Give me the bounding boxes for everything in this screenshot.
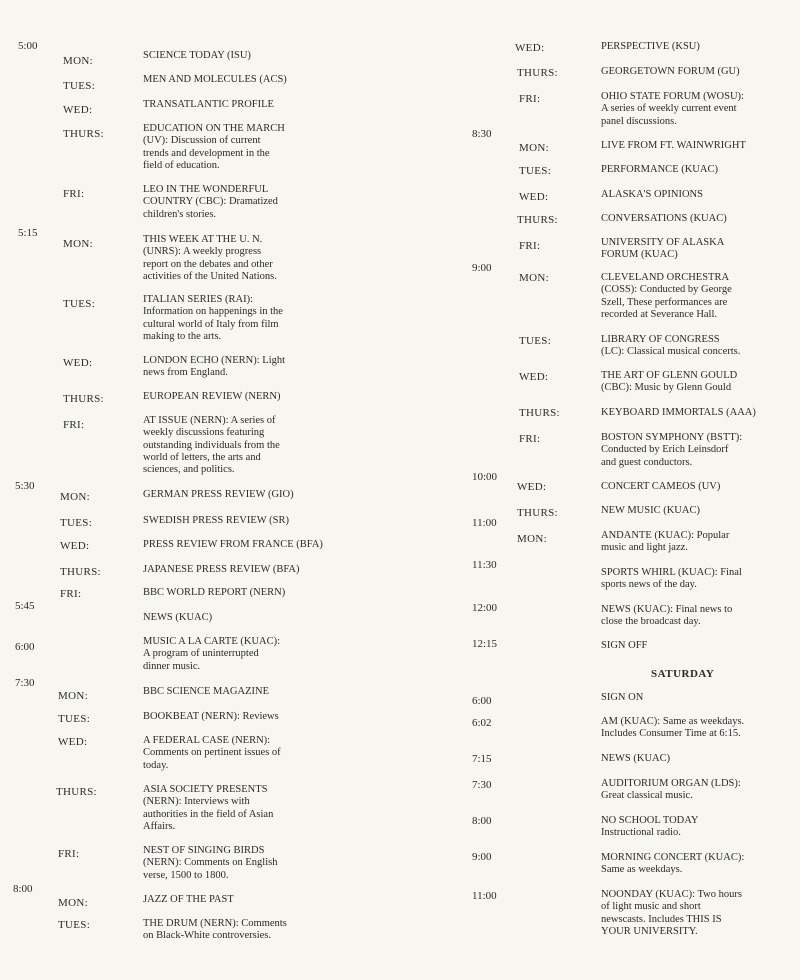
program-entry: MUSIC A LA CARTE (KUAC): A program of uninterrupted dinner music. [143,636,281,672]
time-label: 11:30 [472,559,497,571]
time-label: 6:02 [472,717,492,729]
time-label: 12:15 [472,638,498,650]
day-label: WED: [60,540,90,552]
time-label: 7:30 [15,677,35,689]
program-entry: NEWS (KUAC) [143,612,213,623]
day-label: TUES: [519,165,552,177]
time-label: 10:00 [472,471,498,483]
program-entry: BOSTON SYMPHONY (BSTT): Conducted by Erich Leinsdorf and guest conductors. [601,432,743,468]
time-label: 9:00 [472,262,492,274]
program-entry: THE DRUM (NERN): Comments on Black-White controversies. [143,918,287,942]
program-entry: BBC SCIENCE MAGAZINE [143,686,270,697]
program-entry: NEST OF SINGING BIRDS (NERN): Comments on English verse, 1500 to 1800. [143,845,278,881]
day-label: WED: [63,357,93,369]
day-label: MON: [58,690,88,702]
day-label: FRI: [63,188,85,200]
time-label: 5:00 [18,40,38,52]
program-entry: AM (KUAC): Same as weekdays. Includes Consumer Time at 6:15. [601,716,745,740]
program-entry: SIGN OFF [601,640,648,651]
day-label: THURS: [56,786,97,798]
day-label: MON: [60,491,90,503]
day-label: FRI: [60,588,82,600]
program-entry: NO SCHOOL TODAY Instructional radio. [601,815,699,839]
program-entry: BOOKBEAT (NERN): Reviews [143,711,279,722]
day-label: MON: [58,897,88,909]
program-entry: EUROPEAN REVIEW (NERN) [143,391,281,402]
program-entry: CONVERSATIONS (KUAC) [601,213,727,224]
day-label: WED: [63,104,93,116]
program-entry: PERFORMANCE (KUAC) [601,164,718,175]
program-entry: AT ISSUE (NERN): A series of weekly discussions featuring outstanding individuals from the world of letters, the arts and sciences, and politics. [143,415,280,476]
program-entry: MEN AND MOLECULES (ACS) [143,74,287,85]
day-label: TUES: [58,713,91,725]
program-entry: A FEDERAL CASE (NERN): Comments on pertinent issues of today. [143,735,281,771]
program-entry: THE ART OF GLENN GOULD (CBC): Music by Glenn Gould [601,370,738,394]
time-label: 7:15 [472,753,492,765]
program-entry: GERMAN PRESS REVIEW (GIO) [143,489,294,500]
program-entry: LIVE FROM FT. WAINWRIGHT [601,140,746,151]
day-label: MON: [63,238,93,250]
day-label: THURS: [63,128,104,140]
program-entry: SPORTS WHIRL (KUAC): Final sports news of the day. [601,567,742,591]
day-label: FRI: [519,93,541,105]
program-entry: JAZZ OF THE PAST [143,894,234,905]
time-label: 6:00 [472,695,492,707]
time-label: 12:00 [472,602,498,614]
program-entry: PERSPECTIVE (KSU) [601,41,700,52]
time-label: 11:00 [472,890,497,902]
day-label: MON: [519,272,549,284]
day-label: TUES: [519,335,552,347]
program-entry: THIS WEEK AT THE U. N. (UNRS): A weekly progress report on the debates and other activities of the United Nations. [143,234,277,282]
day-label: WED: [517,481,547,493]
day-label: MON: [517,533,547,545]
program-entry: LONDON ECHO (NERN): Light news from England. [143,355,286,379]
time-label: 5:30 [15,480,35,492]
day-label: THURS: [63,393,104,405]
program-entry: LIBRARY OF CONGRESS (LC): Classical musical concerts. [601,334,741,358]
day-label: FRI: [63,419,85,431]
day-label: THURS: [517,214,558,226]
time-label: 5:45 [15,600,35,612]
program-entry: OHIO STATE FORUM (WOSU): A series of weekly current event panel discussions. [601,91,744,127]
day-label: WED: [515,42,545,54]
time-label: 9:00 [472,851,492,863]
time-label: 5:15 [18,227,38,239]
day-label: TUES: [60,517,93,529]
program-entry: ANDANTE (KUAC): Popular music and light jazz. [601,530,730,554]
time-label: 7:30 [472,779,492,791]
day-label: THURS: [60,566,101,578]
program-entry: SIGN ON [601,692,644,703]
day-label: MON: [519,142,549,154]
program-entry: ITALIAN SERIES (RAI): Information on happenings in the cultural world of Italy from film making to the arts. [143,294,283,342]
program-entry: MORNING CONCERT (KUAC): Same as weekdays. [601,852,745,876]
program-entry: CONCERT CAMEOS (UV) [601,481,721,492]
day-label: TUES: [58,919,91,931]
time-label: 11:00 [472,517,497,529]
day-label: TUES: [63,298,96,310]
program-entry: NEWS (KUAC) [601,753,671,764]
day-label: WED: [519,191,549,203]
program-entry: LEO IN THE WONDERFUL COUNTRY (CBC): Dramatized children's stories. [143,184,278,220]
time-label: 8:30 [472,128,492,140]
day-label: THURS: [517,67,558,79]
program-entry: ALASKA'S OPINIONS [601,189,703,200]
program-entry: PRESS REVIEW FROM FRANCE (BFA) [143,539,323,550]
day-label: WED: [519,371,549,383]
day-label: THURS: [519,407,560,419]
time-label: 8:00 [13,883,33,895]
program-entry: NEW MUSIC (KUAC) [601,505,700,516]
program-entry: GEORGETOWN FORUM (GU) [601,66,740,77]
program-entry: EDUCATION ON THE MARCH (UV): Discussion of current trends and development in the field of education. [143,123,285,171]
program-entry: BBC WORLD REPORT (NERN) [143,587,286,598]
program-entry: TRANSATLANTIC PROFILE [143,99,274,110]
program-entry: ASIA SOCIETY PRESENTS (NERN): Interviews with authorities in the field of Asian Affairs. [143,784,274,832]
program-entry: UNIVERSITY OF ALASKA FORUM (KUAC) [601,237,725,261]
program-entry: SCIENCE TODAY (ISU) [143,50,251,61]
day-label: TUES: [63,80,96,92]
day-label: THURS: [517,507,558,519]
program-entry: KEYBOARD IMMORTALS (AAA) [601,407,756,418]
day-label: MON: [63,55,93,67]
program-entry: NEWS (KUAC): Final news to close the broadcast day. [601,604,733,628]
day-label: FRI: [519,433,541,445]
time-label: 8:00 [472,815,492,827]
saturday-heading: SATURDAY [651,668,715,680]
time-label: 6:00 [15,641,35,653]
program-entry: JAPANESE PRESS REVIEW (BFA) [143,564,300,575]
day-label: FRI: [519,240,541,252]
program-entry: SWEDISH PRESS REVIEW (SR) [143,515,289,526]
program-entry: AUDITORIUM ORGAN (LDS): Great classical music. [601,778,741,802]
day-label: WED: [58,736,88,748]
program-entry: CLEVELAND ORCHESTRA (COSS): Conducted by George Szell, These performances are recorded at Severance Hall. [601,272,732,320]
program-entry: NOONDAY (KUAC): Two hours of light music and short newscasts. Includes THIS IS YOUR UNIVERSITY. [601,889,742,937]
day-label: FRI: [58,848,80,860]
